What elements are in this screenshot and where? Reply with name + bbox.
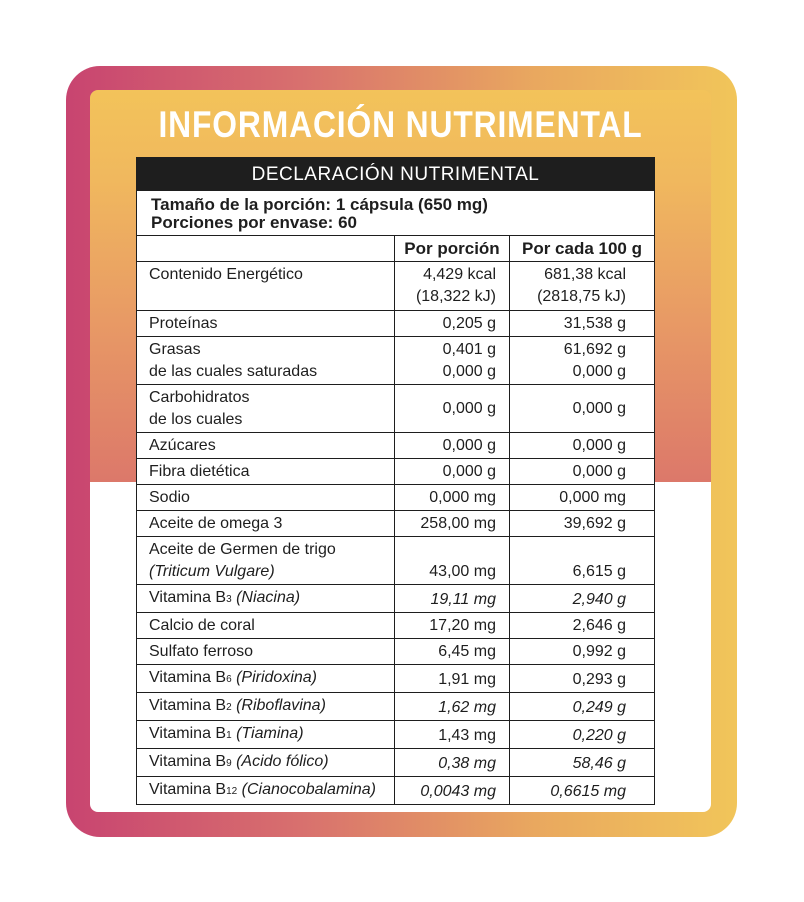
table-row (137, 261, 654, 310)
nutrient-name: Aceite de omega 3 (137, 511, 395, 536)
vitamin-name: (Cianocobalamina) (241, 781, 376, 798)
table-row (137, 664, 654, 692)
value-per-serving: 258,00 mg (395, 511, 510, 536)
vitamin-name: (Tiamina) (236, 725, 304, 742)
nutrient-label: Aceite de Germen de trigo (149, 541, 336, 558)
value-per-100g: 58,46 g (572, 755, 626, 772)
nutrient-name (137, 537, 395, 584)
table-row (137, 638, 654, 664)
vitamin-number: 9 (226, 758, 232, 769)
value-per-serving: 43,00 mg (395, 537, 510, 584)
table-row (137, 310, 654, 336)
table-title: DECLARACIÓN NUTRIMENTAL (137, 158, 654, 191)
table-row (137, 612, 654, 638)
nutrient-label: Carbohidratos (149, 389, 250, 406)
label-card (90, 90, 711, 812)
table-row (137, 584, 654, 612)
value-sub: 0,000 g (442, 363, 496, 380)
value-per-serving (395, 262, 510, 310)
table-row (137, 384, 654, 432)
value-kj: (2818,75 kJ) (537, 288, 626, 305)
value-per-100g: 0,249 g (572, 699, 626, 716)
nutrient-name (137, 585, 395, 612)
value-kcal: 4,429 kcal (423, 266, 496, 283)
value-per-100g (510, 262, 654, 310)
nutrient-sub-label: (Triticum Vulgare) (149, 563, 275, 580)
value-per-serving: 19,11 mg (395, 585, 510, 612)
vitamin-prefix: Vitamina B (149, 669, 227, 686)
value-per-serving: 0,000 mg (395, 485, 510, 510)
value-per-serving: 1,43 mg (395, 721, 510, 748)
serving-info (137, 191, 654, 236)
value-per-100g: 0,992 g (572, 643, 626, 660)
value-per-100g: 0,000 mg (559, 489, 626, 506)
vitamin-number: 2 (226, 702, 232, 713)
value-per-100g: 0,6615 mg (550, 783, 626, 800)
column-header-row (137, 236, 654, 261)
column-header-empty (137, 236, 395, 261)
table-row (137, 536, 654, 584)
nutrient-name (137, 721, 395, 748)
table-row (137, 484, 654, 510)
table-row (137, 510, 654, 536)
vitamin-name: (Piridoxina) (236, 669, 318, 686)
vitamin-number: 6 (226, 674, 232, 685)
vitamin-prefix: Vitamina B (149, 781, 227, 798)
value-per-100g: 2,940 g (572, 591, 626, 608)
vitamin-number: 12 (226, 786, 238, 797)
vitamin-prefix: Vitamina B (149, 725, 227, 742)
value-per-100g (510, 337, 654, 384)
nutrient-label: Grasas (149, 341, 201, 358)
table-row (137, 776, 654, 804)
value-kj: (18,322 kJ) (415, 288, 496, 305)
nutrient-name: Fibra dietética (137, 459, 395, 484)
value-per-100g: 39,692 g (563, 515, 626, 532)
nutrient-name (137, 385, 395, 432)
nutrient-name (137, 337, 395, 384)
servings-per-container: Porciones por envase: 60 (151, 213, 357, 232)
page-title: INFORMACIÓN NUTRIMENTAL (158, 104, 643, 145)
value-per-serving: 0,000 g (395, 385, 510, 432)
nutrient-name: Sodio (137, 485, 395, 510)
table-row (137, 336, 654, 384)
value-per-100g: 0,000 g (572, 437, 626, 454)
value-per-100g: 0,293 g (572, 671, 626, 688)
value-per-serving: 0,000 g (395, 459, 510, 484)
nutrient-name: Calcio de coral (137, 613, 395, 638)
table-row (137, 692, 654, 720)
nutrient-sub-label: de los cuales (149, 411, 243, 428)
vitamin-number: 3 (226, 594, 232, 605)
value-per-serving: 1,62 mg (395, 693, 510, 720)
nutrient-name (137, 693, 395, 720)
vitamin-name: (Niacina) (236, 589, 301, 606)
vitamin-name: (Riboflavina) (236, 697, 326, 714)
nutrient-name: Proteínas (137, 311, 395, 336)
value-per-serving: 0,205 g (395, 311, 510, 336)
table-row (137, 748, 654, 776)
nutrient-name: Contenido Energético (137, 262, 395, 310)
value-per-serving: 17,20 mg (395, 613, 510, 638)
value-per-100g: 0,000 g (572, 400, 626, 417)
table-row (137, 432, 654, 458)
value-per-serving: 0,38 mg (395, 749, 510, 776)
table-row (137, 720, 654, 748)
nutrient-sub-label: de las cuales saturadas (149, 363, 318, 380)
value-per-serving: 0,000 g (395, 433, 510, 458)
vitamin-prefix: Vitamina B (149, 753, 227, 770)
nutrition-table (136, 157, 655, 805)
column-header-per-serving: Por porción (395, 236, 510, 261)
vitamin-prefix: Vitamina B (149, 589, 227, 606)
serving-size: Tamaño de la porción: 1 cápsula (650 mg) (151, 195, 488, 214)
value-per-100g: 6,615 g (572, 563, 626, 580)
value-per-100g: 0,220 g (572, 727, 626, 744)
nutrient-name: Sulfato ferroso (137, 639, 395, 664)
nutrient-name (137, 665, 395, 692)
nutrient-name (137, 749, 395, 776)
value: 0,401 g (442, 341, 496, 358)
nutrient-name: Azúcares (137, 433, 395, 458)
value-per-serving: 6,45 mg (395, 639, 510, 664)
column-header-per-100g: Por cada 100 g (521, 239, 642, 258)
nutrient-name (137, 777, 395, 804)
value: 61,692 g (563, 341, 626, 358)
table-row (137, 458, 654, 484)
value-per-serving: 1,91 mg (395, 665, 510, 692)
vitamin-number: 1 (226, 730, 232, 741)
value-per-serving: 0,0043 mg (395, 777, 510, 804)
value-per-100g: 2,646 g (572, 617, 626, 634)
value-per-100g: 31,538 g (563, 315, 626, 332)
vitamin-name: (Acido fólico) (236, 753, 329, 770)
vitamin-prefix: Vitamina B (149, 697, 227, 714)
value-per-serving (395, 337, 510, 384)
value-sub: 0,000 g (572, 363, 626, 380)
value-kcal: 681,38 kcal (544, 266, 626, 283)
value-per-100g: 0,000 g (572, 463, 626, 480)
